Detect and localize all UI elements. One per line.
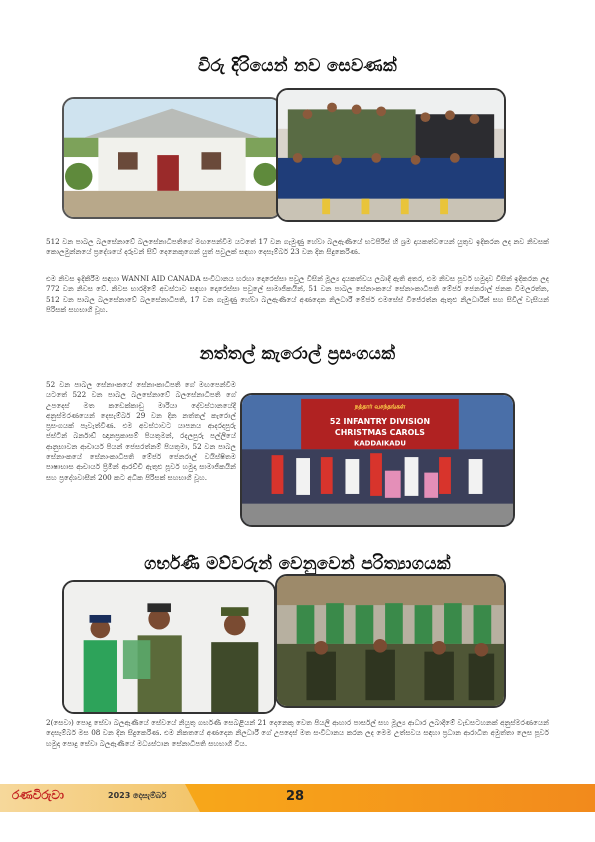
- issue-date: 2023 දෙසැම්බර්: [108, 791, 167, 800]
- banner-line-3: KADDAIKADU: [353, 439, 406, 448]
- section3-paragraph: 2(සෙවා) පොදු සේවා බලඇණියේ සේවයේ නියුතු ගර්භණී සෙබළියන් 21 දෙනෙකු වෙත පියලි ආහාර පාර්සල් සහ මූල්‍ය ආධාර ලබාදීමේ වැඩසටහනක් අනුස්මරණයෙන් දෙසැම්බර් මස 08 වන දින සිදුකෙරිණ. එම නිකතයේ අණදෙන නිලධාරී ගේ උපදෙස් මත සංවිධානය කරන ලද මෙම උත්සවය සඳහා ප්‍රධාන ආරාධිත අමුත්තා ලෙස පූර්ව හමුදා පොදු සේවා බලඇණියේ මධ්‍යස්ථාන සේනාධිපති සහභාගී විය.: [46, 718, 549, 748]
- section1-paragraph-1: 512 වන පාබල බලසේනාවේ බලසේනාධිපතිගේ මඟපෙන්වීම යටතේ 17 වන ගැමුණු හේවා බලඇණියේ භටපිරිස් හි ශ්‍රම දායකත්වයෙන් යුතුව ඉදිකරන ලද නව නිවසක් කොලමුන්නයේ ප්‍රදේශයේ දරුවන් සිව් දෙනෙකුගෙන් යුත් පවුලක් සඳහා දෙසැම්බර් 23 වන දින සිදුකෙරිණ.: [46, 237, 549, 257]
- page-footer: [0, 784, 595, 812]
- section3-heading: ගර්භණී මව්වරුන් වෙනුවෙන් පරිත්‍යාගයක්: [144, 554, 451, 574]
- page-number: 28: [285, 789, 305, 804]
- svg-text:நத்தார் வசந்தங்கள்: நத்தார் வசந்தங்கள்: [354, 404, 406, 411]
- new-house-photo: [62, 97, 282, 219]
- section1-paragraph-2: එම නිවස ඉදිකිරීම සඳහා WANNI AID CANADA සංවිධානය හරහා දොරෙස්සා පවුල විසින් මූල්‍ය දායකත්වය ලබාදී ඇති අතර, එම නිවස පූර්ව හමුදාව විසින් ඉදිකරන ලද 772 වන නිවස වේ. නිවස භාරදීමේ අවස්ථාව සඳහා දොරෙස්සා පවුලේ සාමාජිකයින්, 51 වන පාබල සේනාංකයේ සේනාංකාධිපති මේජර් ජෙනරාල් ජනක විමලරත්න, 512 වන පාබල බලසේනාවේ බලසේනාධිපති, 17 වන ගැමුණු හේවා බලඇණියේ අණදෙන නිලධාරී මේජර් එමසේස් විජේරත්න ඇතුළු නිලධාරීන් සහ සිවිල් වැසියන් පිරිසක් සහභාගී වූහ.: [46, 274, 549, 314]
- donation-handover-photo: [62, 580, 276, 714]
- section2-heading: නත්තල් කැරොල් ප්‍රසංගයක්: [199, 344, 396, 364]
- banner-line-1: 52 INFANTRY DIVISION: [329, 417, 431, 427]
- christmas-carols-photo: [240, 393, 515, 527]
- section2-paragraph: 52 වන පාබල සේනාංකයේ සේනාංකාධිපති ගේ මඟපෙන්වීම යටතේ 522 වන පාබල බලසේනාවේ බලසේනාධිපති ගේ උපදෙස් මත කඩෙක්කාඩු මාරියා දේවස්ථානයේදී අනුස්මරණයෙන් දෙසැම්බර් 29 වන දින නත්තල් කැරොල් ප්‍රසංගයක් පැවැත්විණ. එම අවස්ථාවට යාපනය ආදරදපුරු ජස්ටින් බර්නාඩ් ඥානප්‍රකාසම් පියතුමන්, රදලපුරු පල්ලියේ ආනුභාවන ආචාර්ය පියන් ජෙසරත්නම් පියතුමා, 52 වන පාබල සේනාංකයේ සේනාංකාධිපති මේජර් ජෙනරාල් වයිස්ෂිතම පාෂාභාස ආචාර්ය ප්‍රිමින් ආරච්චි ඇතුළු පූර්ව හමුදා සාමාජිකයින් සහ ප්‍රදේශවාසීන් 200 කට අධික පිරිසක් සහභාගී වූහ.: [46, 380, 236, 482]
- magazine-name: රණවිරුවා: [12, 788, 64, 802]
- pregnant-soldiers-photo: [275, 574, 506, 708]
- section1-heading: විරු දිරියෙන් නව සෙවණක්: [197, 56, 398, 76]
- handover-group-photo: [276, 88, 506, 222]
- banner-line-2: CHRISTMAS CAROLS: [334, 427, 425, 437]
